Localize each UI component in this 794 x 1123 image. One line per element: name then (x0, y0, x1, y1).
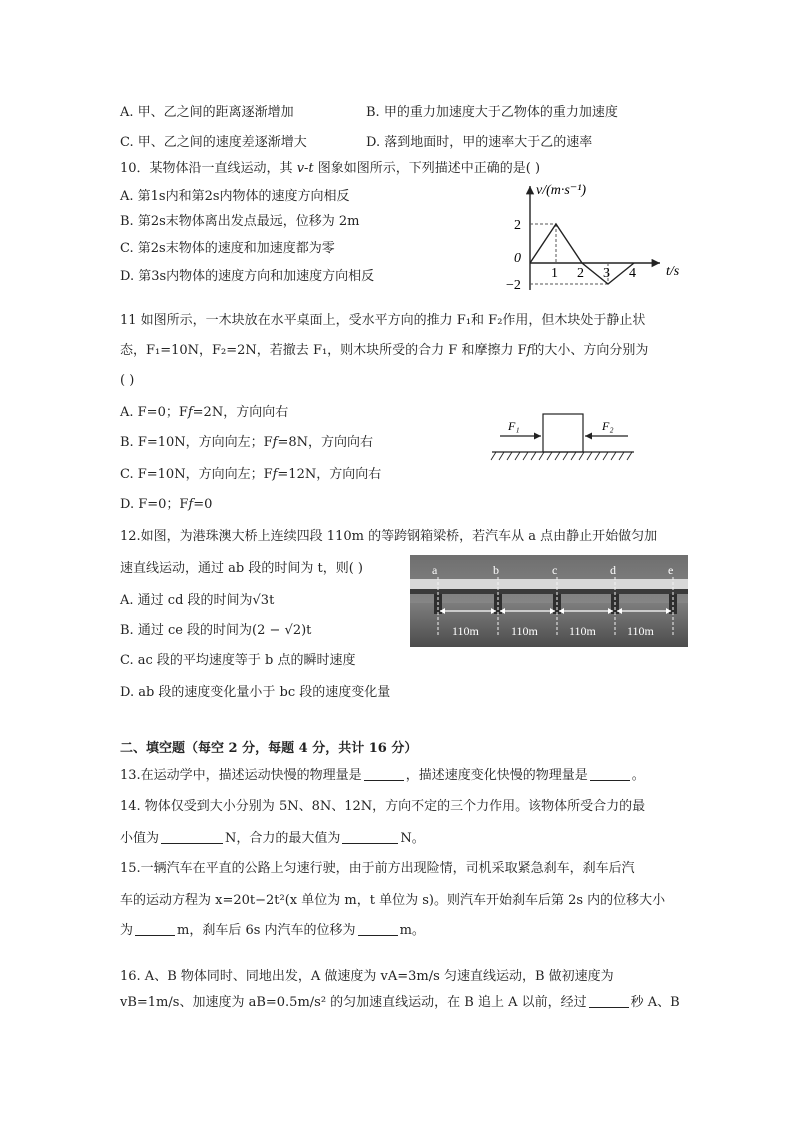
q15-line1: 15.一辆汽车在平直的公路上匀速行驶，由于前方出现险情，司机采取紧急刹车，刹车后汽 (120, 861, 635, 876)
q9-option-b: B. 甲的重力加速度大于乙物体的重力加速度 (366, 105, 618, 120)
q12-stem-line2: 速直线运动，通过 ab 段的时间为 t，则( ) (120, 561, 363, 576)
q9-option-c: C. 甲、乙之间的速度差逐渐增大 (120, 135, 307, 150)
q14-line2-c: N。 (400, 831, 425, 846)
q15-blank-2[interactable] (358, 922, 398, 936)
q12-option-a: A. 通过 cd 段的时间为√3t (120, 593, 275, 608)
q9-option-a: A. 甲、乙之间的距离逐渐增加 (120, 105, 294, 120)
q15-line3-b: m，刹车后 6s 内汽车的位移为 (177, 923, 356, 938)
bridge-span-ab: 110m (452, 624, 479, 638)
q10-stem-var: v-t (296, 161, 314, 176)
q11-f2-label: F₂ (602, 419, 614, 433)
bridge-point-a: a (432, 563, 438, 577)
q14-line2 (120, 830, 425, 848)
bridge-point-d: d (610, 563, 616, 577)
q10-graph-ytick-neg2: −2 (506, 278, 521, 293)
q14-blank-2[interactable] (342, 830, 398, 844)
q15-blank-1[interactable] (135, 922, 175, 936)
q15-line3-c: m。 (399, 923, 425, 938)
q11-f1-label: F₁ (508, 419, 520, 433)
q10-stem-suffix: 图象如图所示，下列描述中正确的是( ) (313, 161, 541, 176)
section-fill-in-title: 二、填空题（每空 2 分，每题 4 分，共计 16 分） (120, 741, 418, 756)
q13-part1: 13.在运动学中，描述运动快慢的物理量是 (120, 768, 362, 783)
q14-line1: 14. 物体仅受到大小分别为 5N、8N、12N，方向不定的三个力作用。该物体所受合力的最 (120, 799, 646, 814)
q13-blank-2[interactable] (590, 767, 630, 781)
q16-line2-a: vB=1m/s、加速度为 aB=0.5m/s² 的匀加速直线运动，在 B 追上 A 以前，经过 (120, 995, 587, 1010)
q10-vt-graph (500, 178, 700, 298)
q15-line3-a: 为 (120, 923, 134, 938)
wood-block (543, 414, 583, 452)
q16-line2-b: 秒 A、B (630, 995, 680, 1010)
bridge-point-c: c (552, 563, 558, 577)
q11-stem-line1: 11 如图所示，一木块放在水平桌面上，受水平方向的推力 F₁和 F₂作用，但木块处于静止状 (120, 313, 646, 328)
q10-graph-ytick-2: 2 (514, 218, 521, 233)
q14-blank-1[interactable] (161, 830, 223, 844)
q12-option-b: B. 通过 ce 段的时间为(2 − √2)t (120, 623, 312, 638)
q10-option-c: C. 第2s末物体的速度和加速度都为零 (120, 241, 335, 256)
q14-line2-b: N，合力的最大值为 (225, 831, 341, 846)
q15-line2: 车的运动方程为 x=20t−2t²(x 单位为 m，t 单位为 s)。则汽车开始刹车后第 2s 内的位移大小 (120, 893, 666, 908)
q11-option-a: A. F=0；F𝑓=2N，方向向右 (120, 405, 289, 420)
q12-stem-line1: 12.如图，为港珠澳大桥上连续四段 110m 的等跨钢箱梁桥，若汽车从 a 点由静止开始做匀加 (120, 529, 658, 544)
q11-stem-line3: ( ) (120, 373, 135, 388)
bridge-point-e: e (668, 563, 674, 577)
q16-line2 (120, 994, 680, 1012)
q10-option-d: D. 第3s内物体的速度方向和加速度方向相反 (120, 269, 375, 284)
q15-line3 (120, 922, 425, 940)
bridge-point-b: b (493, 563, 499, 577)
q16-blank-1[interactable] (589, 994, 629, 1008)
bridge-span-cd: 110m (569, 624, 596, 638)
q13-blank-1[interactable] (364, 767, 404, 781)
q10-graph-xlabel: t/s (666, 264, 680, 279)
q10-graph-xtick-4: 4 (629, 266, 636, 281)
q12-option-c: C. ac 段的平均速度等于 b 点的瞬时速度 (120, 653, 356, 668)
q10-option-a: A. 第1s内和第2s内物体的速度方向相反 (120, 189, 350, 204)
bridge-span-de: 110m (627, 624, 654, 638)
q10-stem (120, 160, 540, 178)
q11-option-d: D. F=0；F𝑓=0 (120, 497, 213, 512)
q10-stem-prefix: 10．某物体沿一直线运动，其 (120, 161, 297, 176)
q10-graph-xtick-2: 2 (577, 266, 584, 281)
q11-stem-line2: 态，F₁=10N，F₂=2N，若撤去 F₁，则木块所受的合力 F 和摩擦力 F𝑓的大小、方向分别为 (120, 343, 649, 358)
q10-option-b: B. 第2s末物体离出发点最远，位移为 2m (120, 214, 360, 229)
q13-part3: 。 (631, 768, 645, 783)
q12-option-d: D. ab 段的速度变化量小于 bc 段的速度变化量 (120, 685, 391, 700)
q10-graph-xtick-1: 1 (551, 266, 558, 281)
bridge-span-bc: 110m (511, 624, 538, 638)
q13-part2: ，描述速度变化快慢的物理量是 (405, 768, 588, 783)
q13-line (120, 767, 645, 785)
q10-graph-ylabel: v/(m·s⁻¹) (536, 183, 587, 198)
q14-line2-a: 小值为 (120, 831, 160, 846)
q9-option-d: D. 落到地面时，甲的速率大于乙的速率 (366, 135, 593, 150)
q11-option-b: B. F=10N，方向向左；F𝑓=8N，方向向右 (120, 435, 374, 450)
q16-line1: 16. A、B 物体同时、同地出发，A 做速度为 vA=3m/s 匀速直线运动，B 做初速度为 (120, 969, 614, 984)
q10-graph-xtick-3: 3 (603, 266, 610, 281)
q12-bridge-photo (410, 555, 688, 647)
q11-block-figure (488, 410, 638, 466)
q10-graph-ytick-0: 0 (514, 251, 521, 266)
q11-option-c: C. F=10N，方向向左；F𝑓=12N，方向向右 (120, 467, 382, 482)
